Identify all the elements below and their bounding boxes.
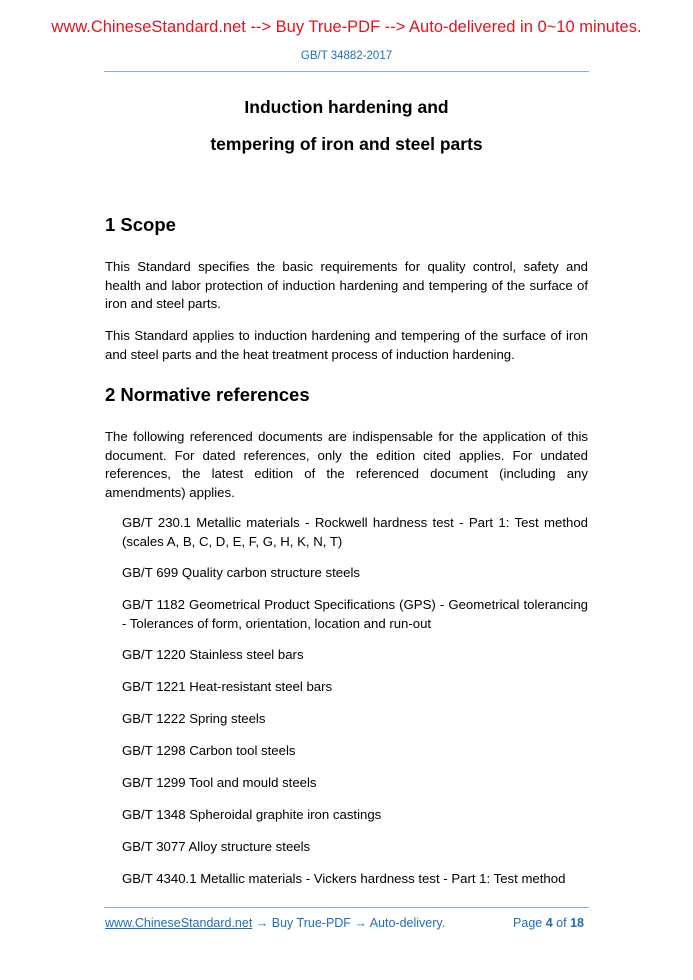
scope-paragraph-1: This Standard specifies the basic requirements for quality control, safety and health and labor protection of induction hardening and tempering of the surface of iron and steel parts. [105,259,588,311]
document-title-line-2: tempering of iron and steel parts [210,134,483,154]
page-label: Page [513,916,543,930]
footer-promo [105,916,445,930]
reference-item: GB/T 1220 Stainless steel bars [122,647,304,662]
reference-item: GB/T 1298 Carbon tool steels [122,743,296,758]
reference-item: GB/T 1299 Tool and mould steels [122,775,317,790]
normative-paragraph-1: The following referenced documents are indispensable for the application of this document. For dated references, only the edition cited applies. For undated references, the latest edition of the referenced document (including any amendments) applies. [105,429,588,500]
promo-banner[interactable]: www.ChineseStandard.net --> Buy True-PDF --> Auto-delivered in 0~10 minutes. [51,18,642,36]
reference-item: GB/T 4340.1 Metallic materials - Vickers hardness test - Part 1: Test method [122,871,566,886]
reference-item: GB/T 230.1 Metallic materials - Rockwell hardness test - Part 1: Test method (scales A, B, C, D, E, F, G, H, K, N, T) [122,515,588,549]
section-heading-normative-references: 2 Normative references [105,384,310,405]
reference-item: GB/T 3077 Alloy structure steels [122,839,311,854]
header-divider [104,71,589,72]
reference-item: GB/T 699 Quality carbon structure steels [122,565,360,580]
page-total: 18 [570,916,584,930]
footer-site-link[interactable]: www.ChineseStandard.net [105,916,253,930]
page-current: 4 [545,916,553,930]
reference-item: GB/T 1348 Spheroidal graphite iron castings [122,807,382,822]
page-indicator [513,916,584,930]
footer-promo-text: → Buy True-PDF → Auto-delivery. [252,916,446,930]
section-heading-scope: 1 Scope [105,214,176,235]
reference-item: GB/T 1182 Geometrical Product Specifications (GPS) - Geometrical tolerancing - Tolerances of form, orientation, location and run-out [122,597,588,631]
scope-paragraph-2: This Standard applies to induction hardening and tempering of the surface of iron and steel parts and the heat treatment process of induction hardening. [105,328,588,362]
page-of-label: of [556,916,567,930]
reference-item: GB/T 1222 Spring steels [122,711,266,726]
reference-item: GB/T 1221 Heat-resistant steel bars [122,679,333,694]
footer-divider [104,907,589,908]
header-standard-code: GB/T 34882-2017 [300,50,393,62]
document-title-line-1: Induction hardening and [244,97,449,117]
